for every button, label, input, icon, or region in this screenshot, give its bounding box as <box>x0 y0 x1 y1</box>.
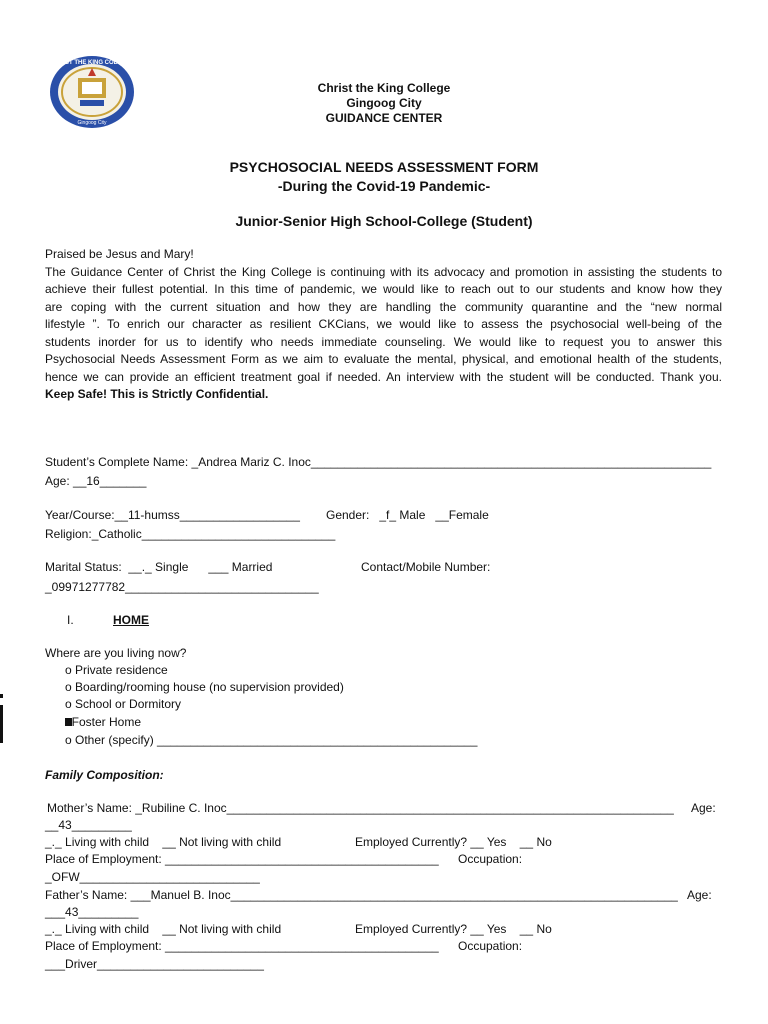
intro-closing: Keep Safe! This is Strictly Confidential. <box>45 387 269 401</box>
student-age-field: Age: __16_______ <box>45 474 147 488</box>
intro-line: Psychosocial Needs Assessment Form as we aim to evaluate the mental, physical, and emotional health of the students, <box>45 352 722 366</box>
contact-label: Contact/Mobile Number: <box>361 560 491 574</box>
office-name: GUIDANCE CENTER <box>325 111 443 125</box>
father-occupation-label: Occupation: <box>458 939 523 953</box>
contact-number-field: _09971277782_____________________________ <box>45 580 319 594</box>
father-occupation-field: ___Driver_________________________ <box>45 957 264 971</box>
section-numeral: I. <box>67 613 74 627</box>
intro-line: hence we can provide an efficient treatment goal if needed. An interview with the student will be conducted. Thank you. <box>45 369 722 384</box>
living-option-selected: Foster Home <box>65 715 142 729</box>
intro-line: lifestyle ”. To enrich our character as resilient CKCians, we would like to assess the psychosocial well-being of the <box>45 317 722 331</box>
school-name: Christ the King College <box>317 81 451 95</box>
living-option: o School or Dormitory <box>65 697 182 711</box>
intro-line: The Guidance Center of Christ the King College is continuing with its advocacy and promotion in assisting the students to <box>45 264 722 279</box>
mother-age-field: __43_________ <box>45 818 132 832</box>
intro-line: students inorder for us to identify who needs immediate counseling. We would like to request you to answer this <box>45 334 722 349</box>
family-heading: Family Composition: <box>45 768 164 782</box>
gender-field: Gender: _f_ Male __Female <box>326 508 489 522</box>
father-name-field: Father’s Name: ___Manuel B. Inoc___________________________________________________________________ <box>45 888 678 902</box>
mother-occupation-field: _OFW___________________________ <box>45 870 260 884</box>
intro-paragraph <box>45 246 722 404</box>
living-question: Where are you living now? <box>45 646 187 660</box>
intro-greeting: Praised be Jesus and Mary! <box>45 247 194 261</box>
father-living-status: _._ Living with child __ Not living with child <box>45 922 282 936</box>
section-heading-home: HOME <box>113 613 149 627</box>
margin-mark <box>0 694 3 698</box>
logo-bottom-text: Gingoog City <box>77 120 107 126</box>
living-option: o Boarding/rooming house (no supervision provided) <box>65 680 344 694</box>
mother-employed: Employed Currently? __ Yes __ No <box>355 835 552 849</box>
form-title: PSYCHOSOCIAL NEEDS ASSESSMENT FORM <box>229 159 539 175</box>
mother-employment-place: Place of Employment: _________________________________________ <box>45 852 439 866</box>
school-city: Gingoog City <box>346 96 422 110</box>
mother-living-status: _._ Living with child __ Not living with child <box>45 835 282 849</box>
father-employment-place: Place of Employment: _________________________________________ <box>45 939 439 953</box>
margin-mark <box>0 705 3 743</box>
form-subtitle: -During the Covid-19 Pandemic- <box>277 178 491 194</box>
marital-status-field: Marital Status: __._ Single ___ Married <box>45 560 273 574</box>
father-employed: Employed Currently? __ Yes __ No <box>355 922 552 936</box>
father-age-label: Age: <box>687 888 712 902</box>
religion-field: Religion:_Catholic_____________________________ <box>45 527 336 541</box>
mother-age-label: Age: <box>691 801 716 815</box>
mother-name-field: Mother’s Name: _Rubiline C. Inoc___________________________________________________________________ <box>47 801 674 815</box>
mother-occupation-label: Occupation: <box>458 852 523 866</box>
logo-ring-text: CHRIST THE KING COLLEGE <box>50 60 134 66</box>
living-option: o Other (specify) ________________________________________________ <box>65 733 478 747</box>
intro-line: achieve their fullest potential. In this time of pandemic, we would like to reach out to our students and know how they <box>45 282 722 296</box>
form-audience: Junior-Senior High School-College (Student) <box>235 213 533 229</box>
living-option: o Private residence <box>65 663 168 677</box>
year-course-field: Year/Course:__11-humss__________________ <box>45 508 300 522</box>
father-age-field: ___43_________ <box>45 905 139 919</box>
intro-line: are coping with the current situation and how they are handling the community quarantine and the “new normal <box>45 299 722 314</box>
student-name-field: Student’s Complete Name: _Andrea Mariz C. Inoc____________________________________________________________ <box>45 455 712 469</box>
